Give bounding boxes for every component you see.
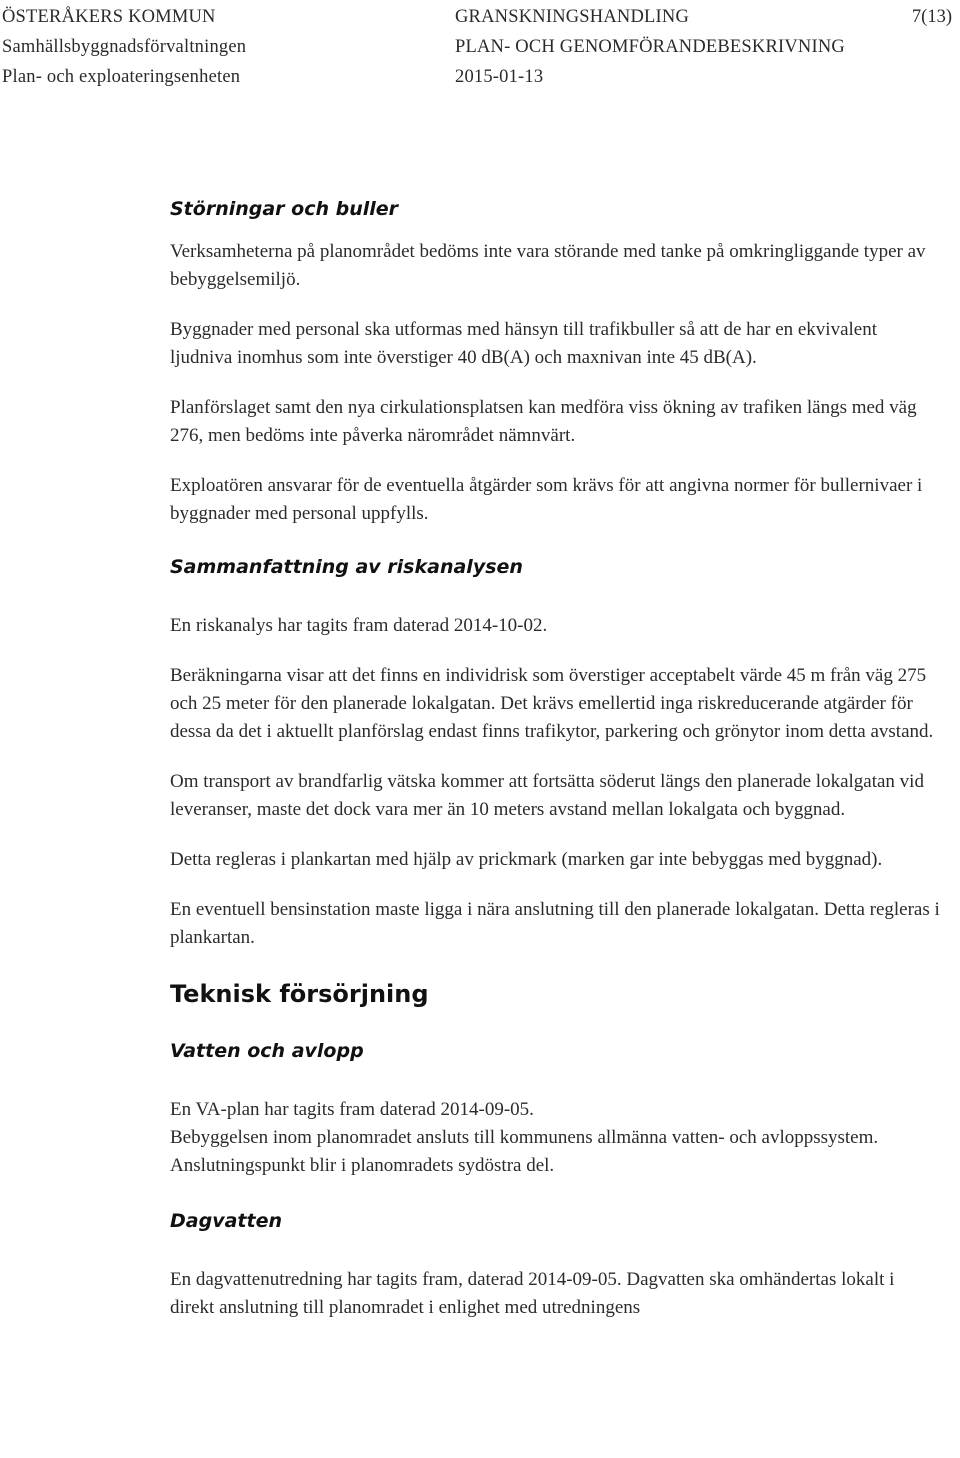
- paragraph: Beräkningarna visar att det finns en individrisk som överstiger acceptabelt värde 45 m från väg 275 och 25 meter för den planerade lokalgatan. Det krävs emellertid inga riskreducerande atgärder för dessa da det i aktuellt planförslag endast finns trafikytor, parkering och grönytor inom detta avstand.: [170, 665, 934, 742]
- header-unit: Plan- och exploateringsenheten: [2, 67, 241, 87]
- heading-storningar: Störningar och buller: [170, 198, 399, 220]
- header-document-status: GRANSKNINGSHANDLING: [455, 7, 690, 27]
- paragraph: Bebyggelsen inom planomradet ansluts till kommunens allmänna vatten- och avloppssystem. Anslutningspunkt blir i planomradets sydöstra del.: [170, 1127, 879, 1176]
- paragraph: En VA-plan har tagits fram daterad 2014-09-05.: [170, 1099, 534, 1120]
- heading-teknisk-forsorjning: Teknisk försörjning: [170, 980, 429, 1008]
- paragraph: Planförslaget samt den nya cirkulationsplatsen kan medföra viss ökning av trafiken längs med väg 276, men bedöms inte påverka närområdet nämnvärt.: [170, 397, 917, 446]
- header-document-info: [455, 2, 845, 92]
- paragraph: En riskanalys har tagits fram daterad 2014-10-02.: [170, 615, 548, 636]
- document-body: [170, 194, 940, 1322]
- paragraph: Exploatören ansvarar för de eventuella åtgärder som krävs för att angivna normer för bullernivaer i byggnader med personal uppfylls.: [170, 475, 923, 524]
- header-municipality: ÖSTERÅKERS KOMMUN: [2, 7, 216, 27]
- heading-dagvatten: Dagvatten: [170, 1210, 282, 1232]
- header-document-date: 2015-01-13: [455, 67, 544, 87]
- paragraph: En eventuell bensinstation maste ligga i nära anslutning till den planerade lokalgatan. Detta regleras i plankartan.: [170, 899, 940, 948]
- page-number: 7(13): [911, 7, 952, 27]
- heading-riskanalys: Sammanfattning av riskanalysen: [170, 556, 523, 578]
- header-organization: [2, 2, 246, 92]
- paragraph: En dagvattenutredning har tagits fram, daterad 2014-09-05. Dagvatten ska omhändertas lokalt i direkt anslutning till planomradet i enlighet med utredningens: [170, 1269, 895, 1318]
- paragraph: Verksamheterna på planområdet bedöms inte vara störande med tanke på omkringliggande typer av bebyggelsemiljö.: [170, 241, 926, 290]
- paragraph: Detta regleras i plankartan med hjälp av prickmark (marken gar inte bebyggas med byggnad).: [170, 849, 883, 870]
- paragraph: Byggnader med personal ska utformas med hänsyn till trafikbuller så att de har en ekvivalent ljudniva inomhus som inte överstiger 40 dB(A) och maxnivan inte 45 dB(A).: [170, 319, 878, 368]
- header-document-type: PLAN- OCH GENOMFÖRANDEBESKRIVNING: [455, 37, 845, 57]
- header-department: Samhällsbyggnadsförvaltningen: [2, 37, 247, 57]
- heading-vatten-och-avlopp: Vatten och avlopp: [170, 1040, 364, 1062]
- paragraph: Om transport av brandfarlig vätska kommer att fortsätta söderut längs den planerade lokalgatan vid leveranser, maste det dock vara mer än 10 meters avstand mellan lokalgata och byggnad.: [170, 771, 924, 820]
